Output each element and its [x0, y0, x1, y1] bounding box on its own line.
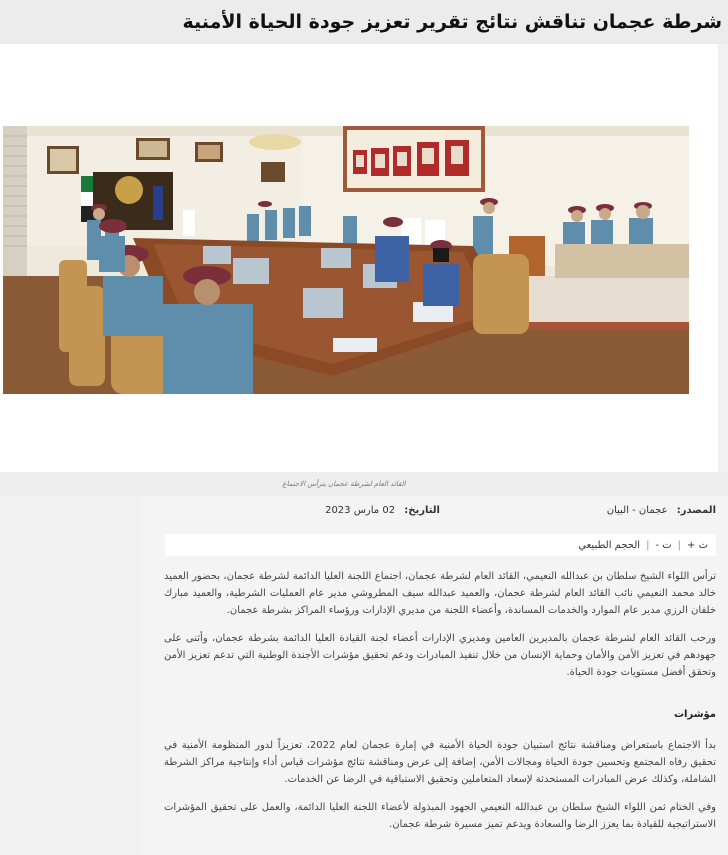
date-label: التاريخ: [404, 505, 440, 516]
font-normal-button[interactable]: الحجم الطبيعي [578, 539, 641, 551]
photo-caption-bar [0, 472, 728, 496]
paragraph: بدأ الاجتماع باستعراض ومناقشة نتائج استبيان جودة الحياة الأمنية في إمارة عجمان لعام 2022، تعزيزاً لدور المنظومة الأمنية في تحقيق رفاه المجتمع وتحسين جودة الحياة ومجالات الأمن، إضافة إلى عرض ومناقشة نتائج مؤشرات قياس أداء وإنتاجية مراكز الشرطة الشاملة، وكذلك عرض المبادرات المستحدثة لإسعاد المتعاملين وتحقيق الاستباقية في الرضا عن الخدمات. [164, 740, 716, 785]
source-value: عجمان - البيان [606, 505, 668, 516]
date-info [325, 505, 440, 516]
date-value: 02 مارس 2023 [325, 505, 396, 516]
font-size-controls [165, 534, 716, 556]
article-meta [140, 505, 728, 521]
article-text [164, 568, 716, 844]
font-separator: | [646, 539, 650, 551]
paragraph: ترأس اللواء الشيخ سلطان بن عبدالله النعيمي، القائد العام لشرطة عجمان، اجتماع اللجنة العليا الدائمة لشرطة عجمان، بحضور العميد خالد محمد النعيمي نائب القائد العام لشرطة عجمان، والعميد عبدالله سيف المطروشي مدير عام العمليات الشرطية، والعميد مبارك خلفان الرزي مدير عام الموارد والخدمات المساندة، وأعضاء اللجنة من مديري الإدارات ورؤساء المراكز بشرطة عجمان. [164, 571, 716, 616]
meeting-photo-illustration [3, 126, 689, 394]
font-increase-button[interactable]: ت + [687, 539, 708, 551]
photo-caption: القائد العام لشرطة عجمان يترأس الاجتماع [282, 480, 406, 488]
source-info [607, 505, 716, 516]
media-area [0, 44, 718, 472]
article-body [140, 496, 728, 855]
paragraph: ورحب القائد العام لشرطة عجمان بالمديرين العامين ومديري الإدارات أعضاء لجنة القيادة العليا الدائمة بشرطة عجمان، وأثنى على جهودهم في تعزيز الأمن والأمان وحماية الإنسان من خلال تنفيذ المبادرات ودعم تحقيق مؤشرات الأجندة الوطنية التي تدعم تعزيز الأمن وتحقق أفضل مستويات جودة الحياة. [164, 633, 716, 678]
section-heading: مؤشرات [674, 709, 716, 720]
paragraph: وفي الختام ثمن اللواء الشيخ سلطان بن عبدالله النعيمي الجهود المبذولة لأعضاء اللجنة العليا الدائمة، والعمل على تحقيق المؤشرات الاستراتيجية للقيادة بما يعزز الرضا والسعادة ويدعم تميز مسيرة شرطة عجمان. [164, 802, 716, 830]
article-title: شرطة عجمان تناقش نتائج تقرير تعزيز جودة الحياة الأمنية [0, 0, 728, 44]
font-decrease-button[interactable]: ت - [655, 539, 672, 551]
font-separator: | [677, 539, 682, 551]
source-label: المصدر: [676, 505, 716, 516]
article-photo[interactable] [3, 126, 689, 394]
